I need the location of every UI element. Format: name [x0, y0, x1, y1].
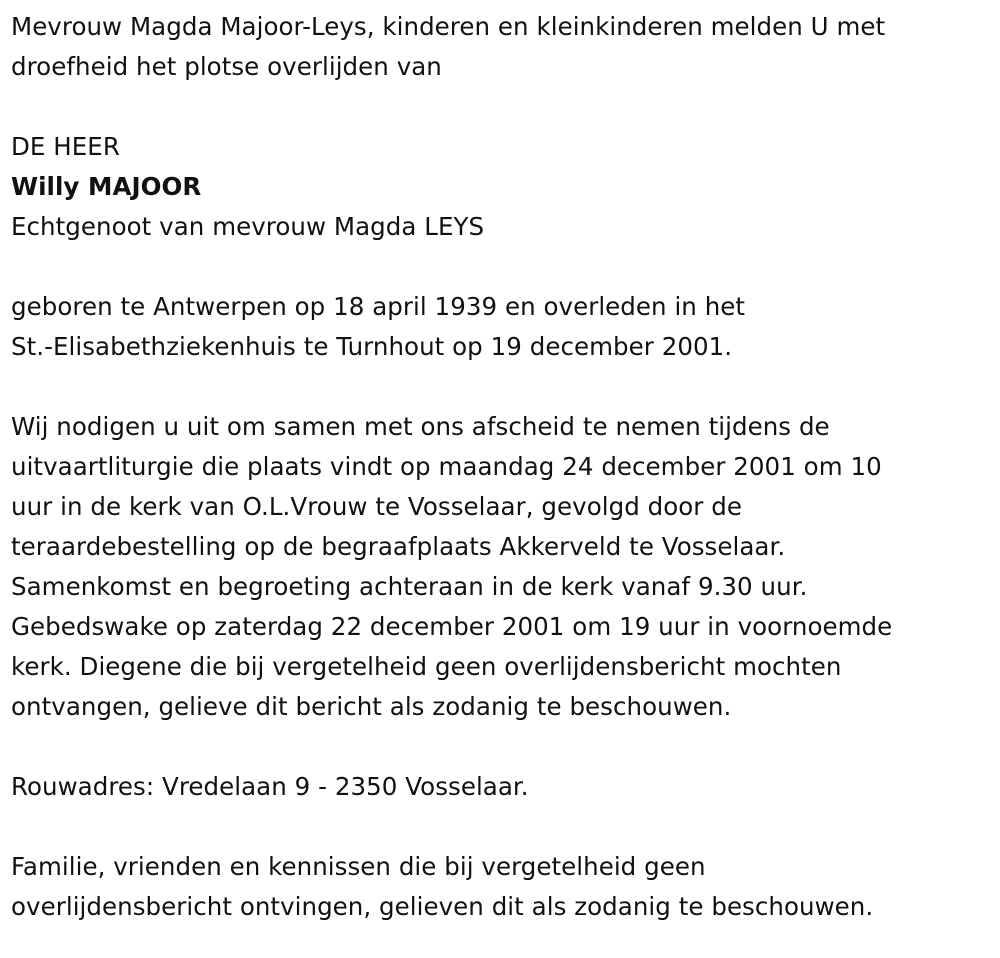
invitation-line: Samenkomst en begroeting achteraan in de kerk vanaf 9.30 uur. — [11, 572, 808, 601]
spacer — [11, 367, 986, 407]
closing-line: Familie, vrienden en kennissen die bij vergetelheid geen — [11, 852, 706, 881]
invitation-line: uitvaartliturgie die plaats vindt op maandag 24 december 2001 om 10 — [11, 452, 882, 481]
birth-death-line: geboren te Antwerpen op 18 april 1939 en overleden in het — [11, 292, 746, 321]
deceased-title: DE HEER — [11, 132, 120, 161]
spacer — [11, 247, 986, 287]
spacer — [11, 87, 986, 127]
intro-line: Mevrouw Magda Majoor-Leys, kinderen en kleinkinderen melden U met — [11, 12, 886, 41]
intro-paragraph — [11, 7, 986, 87]
invitation-line: Gebedswake op zaterdag 22 december 2001 om 19 uur in voornoemde — [11, 612, 893, 641]
invitation-line: kerk. Diegene die bij vergetelheid geen overlijdensbericht mochten — [11, 652, 842, 681]
spacer — [11, 807, 986, 847]
deceased-name: Willy MAJOOR — [11, 172, 202, 201]
invitation-paragraph — [11, 407, 986, 727]
obituary-notice — [11, 7, 986, 927]
invitation-line: Wij nodigen u uit om samen met ons afscheid te nemen tijdens de — [11, 412, 830, 441]
spacer — [11, 727, 986, 767]
invitation-line: uur in de kerk van O.L.Vrouw te Vosselaar, gevolgd door de — [11, 492, 742, 521]
closing-paragraph — [11, 847, 986, 927]
invitation-line: ontvangen, gelieve dit bericht als zodanig te beschouwen. — [11, 692, 732, 721]
intro-line: droefheid het plotse overlijden van — [11, 52, 442, 81]
mourning-address: Rouwadres: Vredelaan 9 - 2350 Vosselaar. — [11, 772, 529, 801]
birth-death-line: St.-Elisabethziekenhuis te Turnhout op 19 december 2001. — [11, 332, 733, 361]
deceased-block — [11, 127, 986, 247]
address-paragraph — [11, 767, 986, 807]
birth-death-paragraph — [11, 287, 986, 367]
closing-line: overlijdensbericht ontvingen, gelieven dit als zodanig te beschouwen. — [11, 892, 874, 921]
invitation-line: teraardebestelling op de begraafplaats Akkerveld te Vosselaar. — [11, 532, 786, 561]
deceased-spouse: Echtgenoot van mevrouw Magda LEYS — [11, 212, 485, 241]
